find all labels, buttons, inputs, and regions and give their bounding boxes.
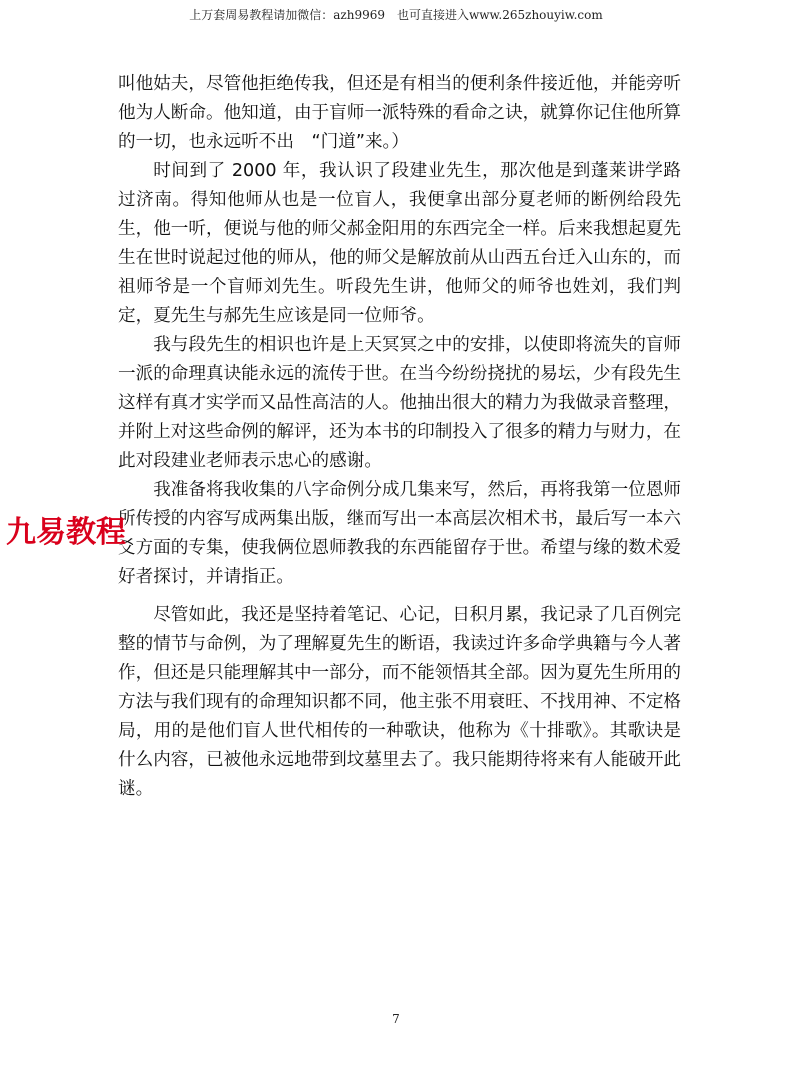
paragraph-4: 我准备将我收集的八字命例分成几集来写，然后，再将我第一位恩师所传授的内容写成两集出版，继而写出一本高层次相术书，最后写一本六爻方面的专集，使我俩位恩师教我的东西能留存于世。希望与缘的数术爱好者探讨，并请指正。: [118, 480, 682, 587]
paragraph-5: 尽管如此，我还是坚持着笔记、心记，日积月累，我记录了几百例完整的情节与命例，为了理解夏先生的断语，我读过许多命学典籍与今人著作，但还是只能理解其中一部分，而不能领悟其全部。因为夏先生所用的方法与我们现有的命理知识都不同，他主张不用衰旺、不找用神、不定格局，用的是他们盲人世代相传的一种歌诀，他称为《十排歌》。其歌诀是什么内容，已被他永远地带到坟墓里去了。我只能期待将来有人能破开此谜。: [118, 605, 682, 799]
paragraph-1: 叫他姑夫，尽管他拒绝传我，但还是有相当的便利条件接近他，并能旁听他为人断命。他知道，由于盲师一派特殊的看命之诀，就算你记住他所算的一切，也永远听不出 “门道”来。）: [118, 74, 682, 152]
page-number: 7: [392, 1012, 400, 1026]
paragraph-2: 时间到了 2000 年，我认识了段建业先生，那次他是到蓬莱讲学路过济南。得知他师从也是一位盲人，我便拿出部分夏老师的断例给段先生，他一听，便说与他的师父郝金阳用的东西完全一样。后来我想起夏先生在世时说起过他的师从，他的师父是解放前从山西五台迁入山东的，而祖师爷是一个盲师刘先生。听段先生讲，他师父的师爷也姓刘，我们判定，夏先生与郝先生应该是同一位师爷。: [118, 161, 682, 326]
paragraph-3: 我与段先生的相识也许是上天冥冥之中的安排，以使即将流失的盲师一派的命理真诀能永远的流传于世。在当今纷纷挠扰的易坛，少有段先生这样有真才实学而又品性高洁的人。他抽出很大的精力为我做录音整理，并附上对这些命例的解评，还为本书的印制投入了很多的精力与财力，在此对段建业老师表示忠心的感谢。: [118, 335, 682, 471]
page-body: [118, 70, 681, 804]
watermark-logo: 九易教程: [6, 515, 126, 550]
page-header: 上万套周易教程请加微信：azh9969 也可直接进入www.265zhouyiw.com: [189, 8, 603, 22]
